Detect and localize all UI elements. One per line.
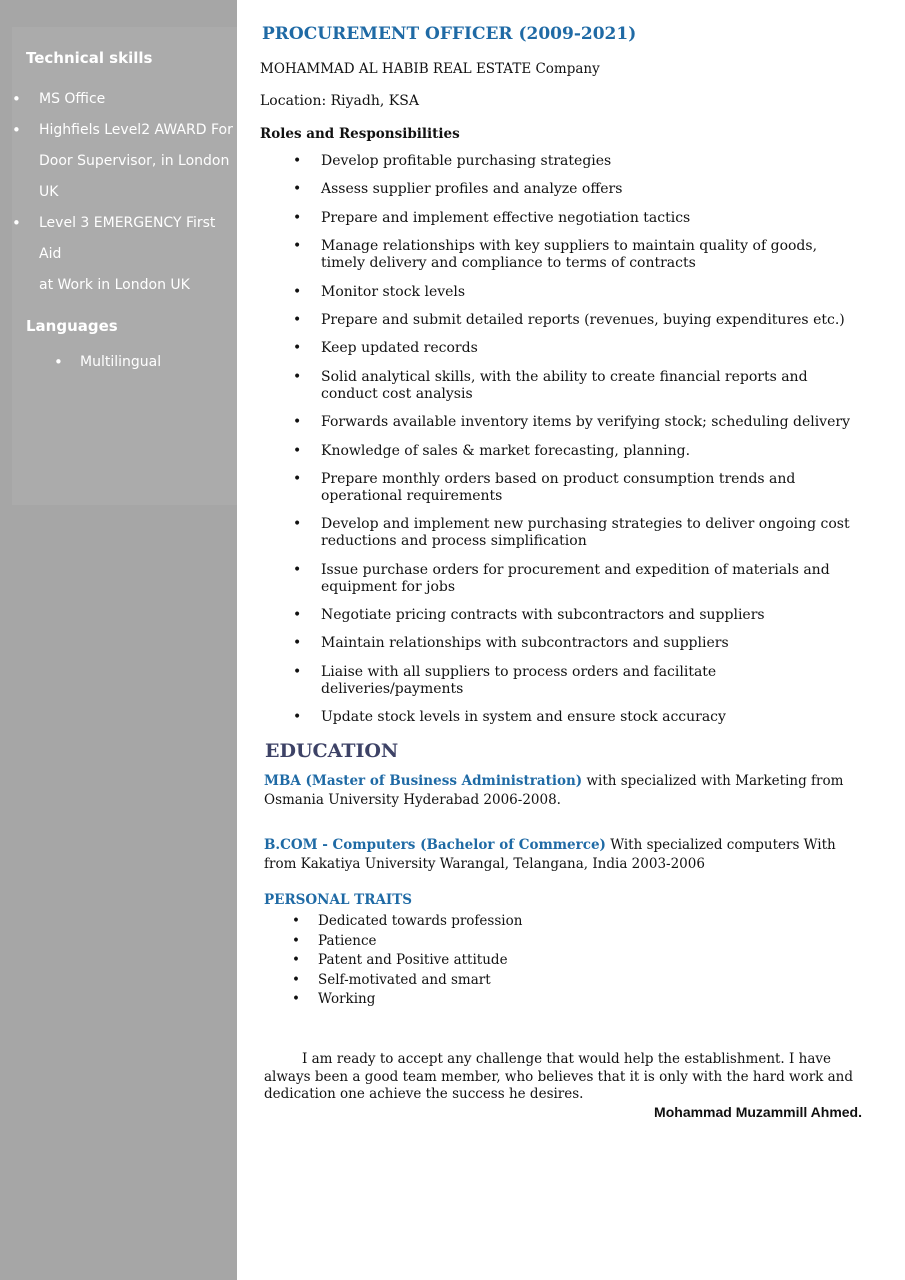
- list-item: • Knowledge of sales & market forecasting, planning.: [260, 443, 860, 460]
- list-item: • Update stock levels in system and ensure stock accuracy: [260, 709, 860, 726]
- skill-item: • Level 3 EMERGENCY First Aid at Work in London UK: [12, 208, 237, 301]
- list-item: • Assess supplier profiles and analyze offers: [260, 181, 860, 198]
- sidebar: [0, 0, 237, 1280]
- roles-heading: Roles and Responsibilities: [260, 126, 460, 142]
- degree-name: MBA (Master of Business Administration): [264, 773, 583, 789]
- skill-item: • MS Office: [12, 84, 237, 115]
- degree-detail: With specialized computers With from Kakatiya University Warangal, Telangana, India 2003-2006: [264, 837, 836, 872]
- languages-list: [54, 347, 224, 378]
- degree-detail: with specialized with Marketing from Osmania University Hyderabad 2006-2008.: [264, 773, 844, 808]
- technical-skills-list: [12, 84, 237, 301]
- list-item: • Manage relationships with key suppliers to maintain quality of goods, timely delivery and compliance to terms of contracts: [260, 238, 860, 272]
- traits-list: [260, 912, 522, 1010]
- list-item: • Maintain relationships with subcontractors and suppliers: [260, 635, 860, 652]
- list-item: • Develop profitable purchasing strategies: [260, 153, 860, 170]
- list-item: • Dedicated towards profession: [260, 912, 522, 932]
- list-item: • Prepare monthly orders based on product consumption trends and operational requirements: [260, 471, 860, 505]
- list-item: • Patience: [260, 932, 522, 952]
- list-item: • Patent and Positive attitude: [260, 951, 522, 971]
- closing-statement: [264, 1051, 864, 1104]
- company-name: MOHAMMAD AL HABIB REAL ESTATE Company: [260, 61, 600, 77]
- list-item: • Issue purchase orders for procurement and expedition of materials and equipment for jobs: [260, 562, 860, 596]
- technical-skills-heading: Technical skills: [26, 49, 153, 67]
- signature: Mohammad Muzammill Ahmed.: [654, 1104, 862, 1120]
- degree-name: B.COM - Computers (Bachelor of Commerce): [264, 837, 606, 853]
- language-item: • Multilingual: [54, 347, 224, 378]
- job-location: Location: Riyadh, KSA: [260, 93, 419, 109]
- education-heading: EDUCATION: [265, 740, 399, 762]
- list-item: • Prepare and implement effective negotiation tactics: [260, 210, 860, 227]
- list-item: • Forwards available inventory items by verifying stock; scheduling delivery: [260, 414, 860, 431]
- list-item: • Keep updated records: [260, 340, 860, 357]
- roles-list: [260, 153, 860, 738]
- job-title: PROCUREMENT OFFICER (2009-2021): [262, 24, 637, 44]
- education-entry: [264, 772, 864, 810]
- list-item: • Self-motivated and smart: [260, 971, 522, 991]
- personal-traits-heading: PERSONAL TRAITS: [264, 892, 413, 908]
- list-item: • Solid analytical skills, with the ability to create financial reports and conduct cost analysis: [260, 369, 860, 403]
- list-item: • Prepare and submit detailed reports (revenues, buying expenditures etc.): [260, 312, 860, 329]
- closing-text: I am ready to accept any challenge that would help the establishment. I have always been a good team member, who believes that it is only with the hard work and dedication one achieve the success he desires.: [264, 1051, 854, 1102]
- list-item: • Develop and implement new purchasing strategies to deliver ongoing cost reductions and process simplification: [260, 516, 860, 550]
- languages-heading: Languages: [26, 317, 118, 335]
- education-entry: [264, 836, 864, 874]
- list-item: • Monitor stock levels: [260, 284, 860, 301]
- skill-item: • Highfiels Level2 AWARD For Door Supervisor, in London UK: [12, 115, 237, 208]
- list-item: • Negotiate pricing contracts with subcontractors and suppliers: [260, 607, 860, 624]
- list-item: • Working: [260, 990, 522, 1010]
- list-item: • Liaise with all suppliers to process orders and facilitate deliveries/payments: [260, 664, 860, 698]
